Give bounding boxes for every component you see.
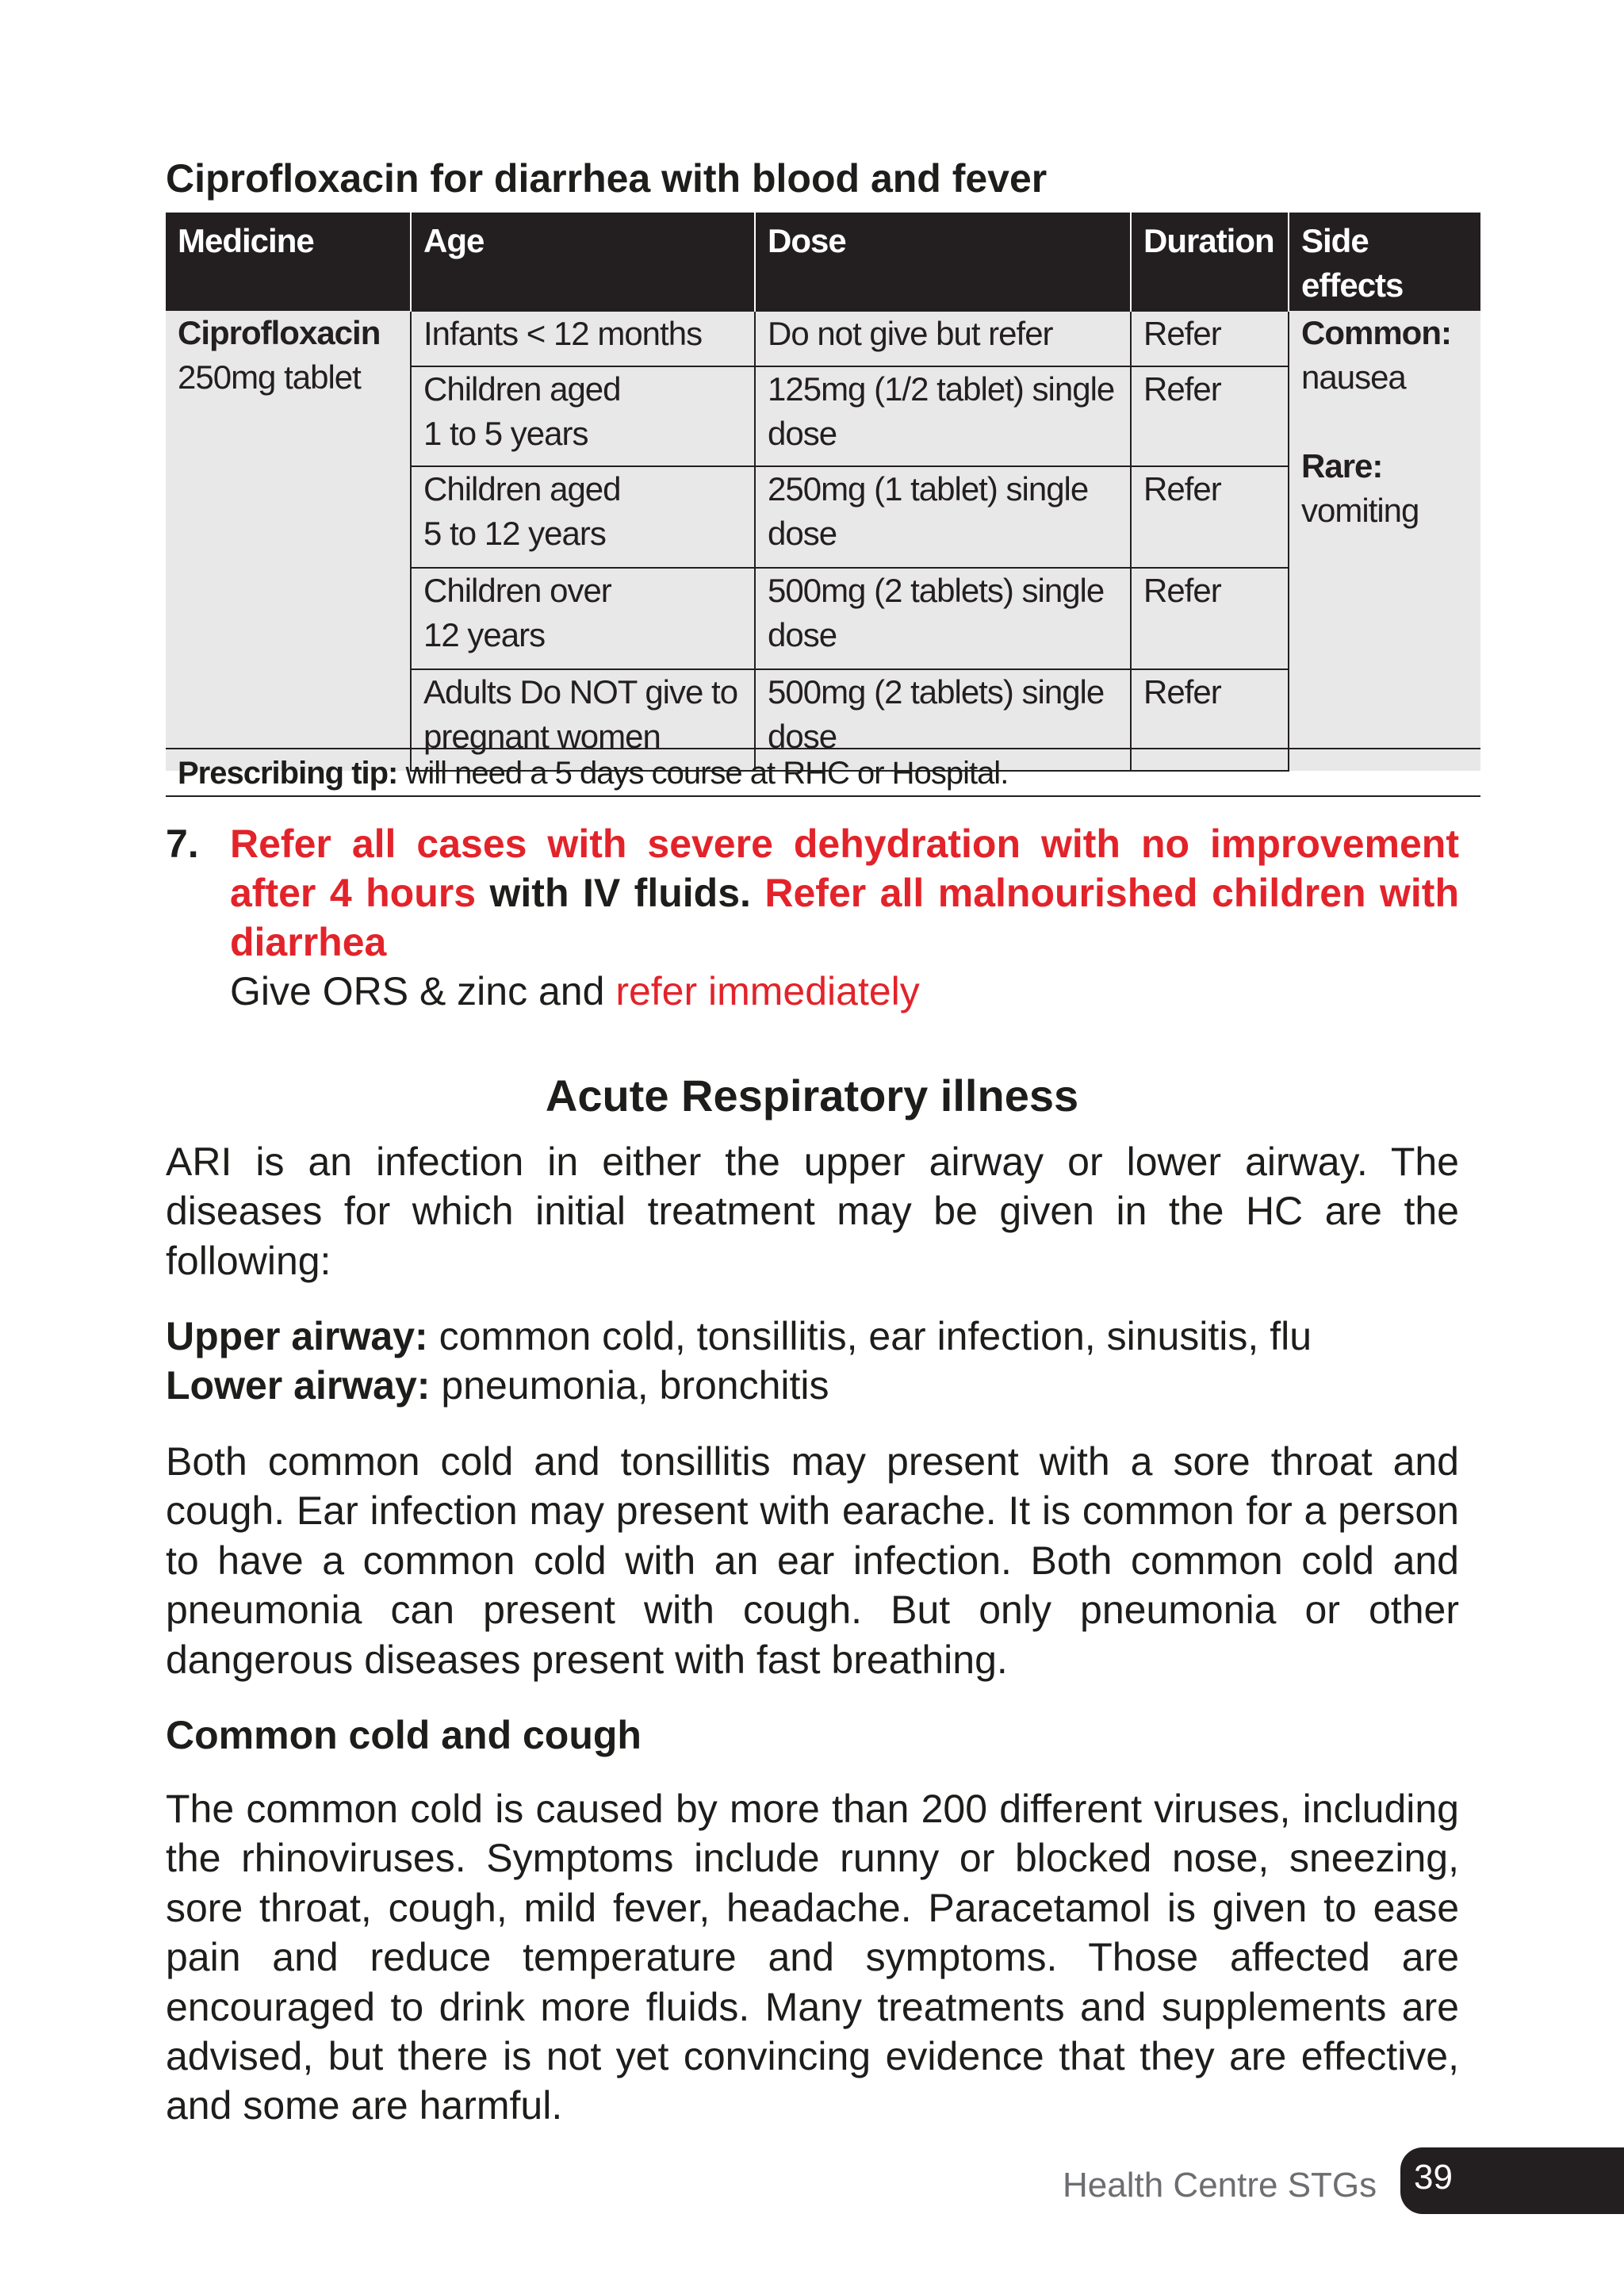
dose-cell: 250mg (1 tablet) single dose [755,466,1131,568]
section-heading: Acute Respiratory illness [545,1071,1079,1121]
duration-cell: Refer [1131,669,1289,771]
age-cell: Children aged 5 to 12 years [411,466,755,568]
side-effects-rare-label: Rare: [1301,447,1383,485]
item-7-red-1: Refer all cases with severe dehydration with no improvement after 4 hours [230,822,1459,915]
item-7-black-1: with IV fluids. [476,871,765,915]
item-7-red-2: Refer all malnourished children with diarrhea [230,871,1459,964]
medicine-cell [166,311,411,771]
dose-cell: Do not give but refer [755,311,1131,366]
side-effects-cell [1289,311,1480,771]
upper-airway-line: Upper airway: common cold, tonsillitis, ear infection, sinusitis, flu [166,1314,1312,1358]
page-number: 39 [1414,2158,1453,2197]
ari-intro-paragraph: ARI is an infection in either the upper airway or lower airway. The diseases for which initial treatment may be given in the HC are the following: [166,1140,1459,1283]
subsection-heading: Common cold and cough [166,1713,642,1757]
medicine-form: 250mg tablet [178,358,361,396]
header-medicine: Medicine [166,213,411,311]
header-age: Age [411,213,755,311]
side-effects-common-value: nausea [1301,358,1406,396]
side-effects-common-label: Common: [1301,314,1451,351]
duration-cell: Refer [1131,568,1289,669]
symptoms-paragraph: Both common cold and tonsillitis may present with a sore throat and cough. Ear infection may present with earache. It is common for a person to have a common cold with an ear infection. Both common cold and pneumonia can present with cough. But only pneumonia or other dangerous diseases present with fast breathing. [166,1439,1459,1682]
header-side-effects: Side effects [1289,213,1480,311]
airway-list [166,1312,1459,1411]
table-title: Ciprofloxacin for diarrhea with blood and fever [166,156,1048,201]
side-effects-rare-value: vomiting [1301,492,1419,529]
dose-cell: 500mg (2 tablets) single dose [755,669,1131,771]
age-cell: Children aged 1 to 5 years [411,366,755,466]
duration-cell: Refer [1131,466,1289,568]
duration-cell: Refer [1131,311,1289,366]
footer-title: Health Centre STGs [1063,2166,1377,2205]
age-cell: Children over 12 years [411,568,755,669]
item-7-text [230,819,1459,967]
table-row [166,311,1480,366]
prescribing-tip [166,748,1480,797]
item-7-instruction: Give ORS & zinc and refer immediately [230,969,920,1013]
prescribing-tip-text: will need a 5 days course at RHC or Hospital. [397,756,1009,791]
age-cell: Adults Do NOT give to pregnant women [411,669,755,771]
medicine-dosage-table [166,213,1480,772]
item-number: 7. [166,822,199,866]
duration-cell: Refer [1131,366,1289,466]
common-cold-paragraph: The common cold is caused by more than 200 different viruses, including the rhinoviruses. Symptoms include runny or blocked nose, sneezing, sore throat, cough, mild fever, headache. Paracetamol is given to ease pain and reduce temperature and symptoms. Those affected are encouraged to drink more fluids. Many treatments and supplements are advised, but there is not yet convincing evidence that they are effective, and some are harmful. [166,1787,1459,2128]
dose-cell: 125mg (1/2 tablet) single dose [755,366,1131,466]
table-header-row [166,213,1480,311]
age-cell: Infants < 12 months [411,311,755,366]
prescribing-tip-label: Prescribing tip: [178,756,398,791]
header-duration: Duration [1131,213,1289,311]
lower-airway-line: Lower airway: pneumonia, bronchitis [166,1363,829,1408]
dose-cell: 500mg (2 tablets) single dose [755,568,1131,669]
header-dose: Dose [755,213,1131,311]
medicine-name: Ciprofloxacin [178,314,381,351]
